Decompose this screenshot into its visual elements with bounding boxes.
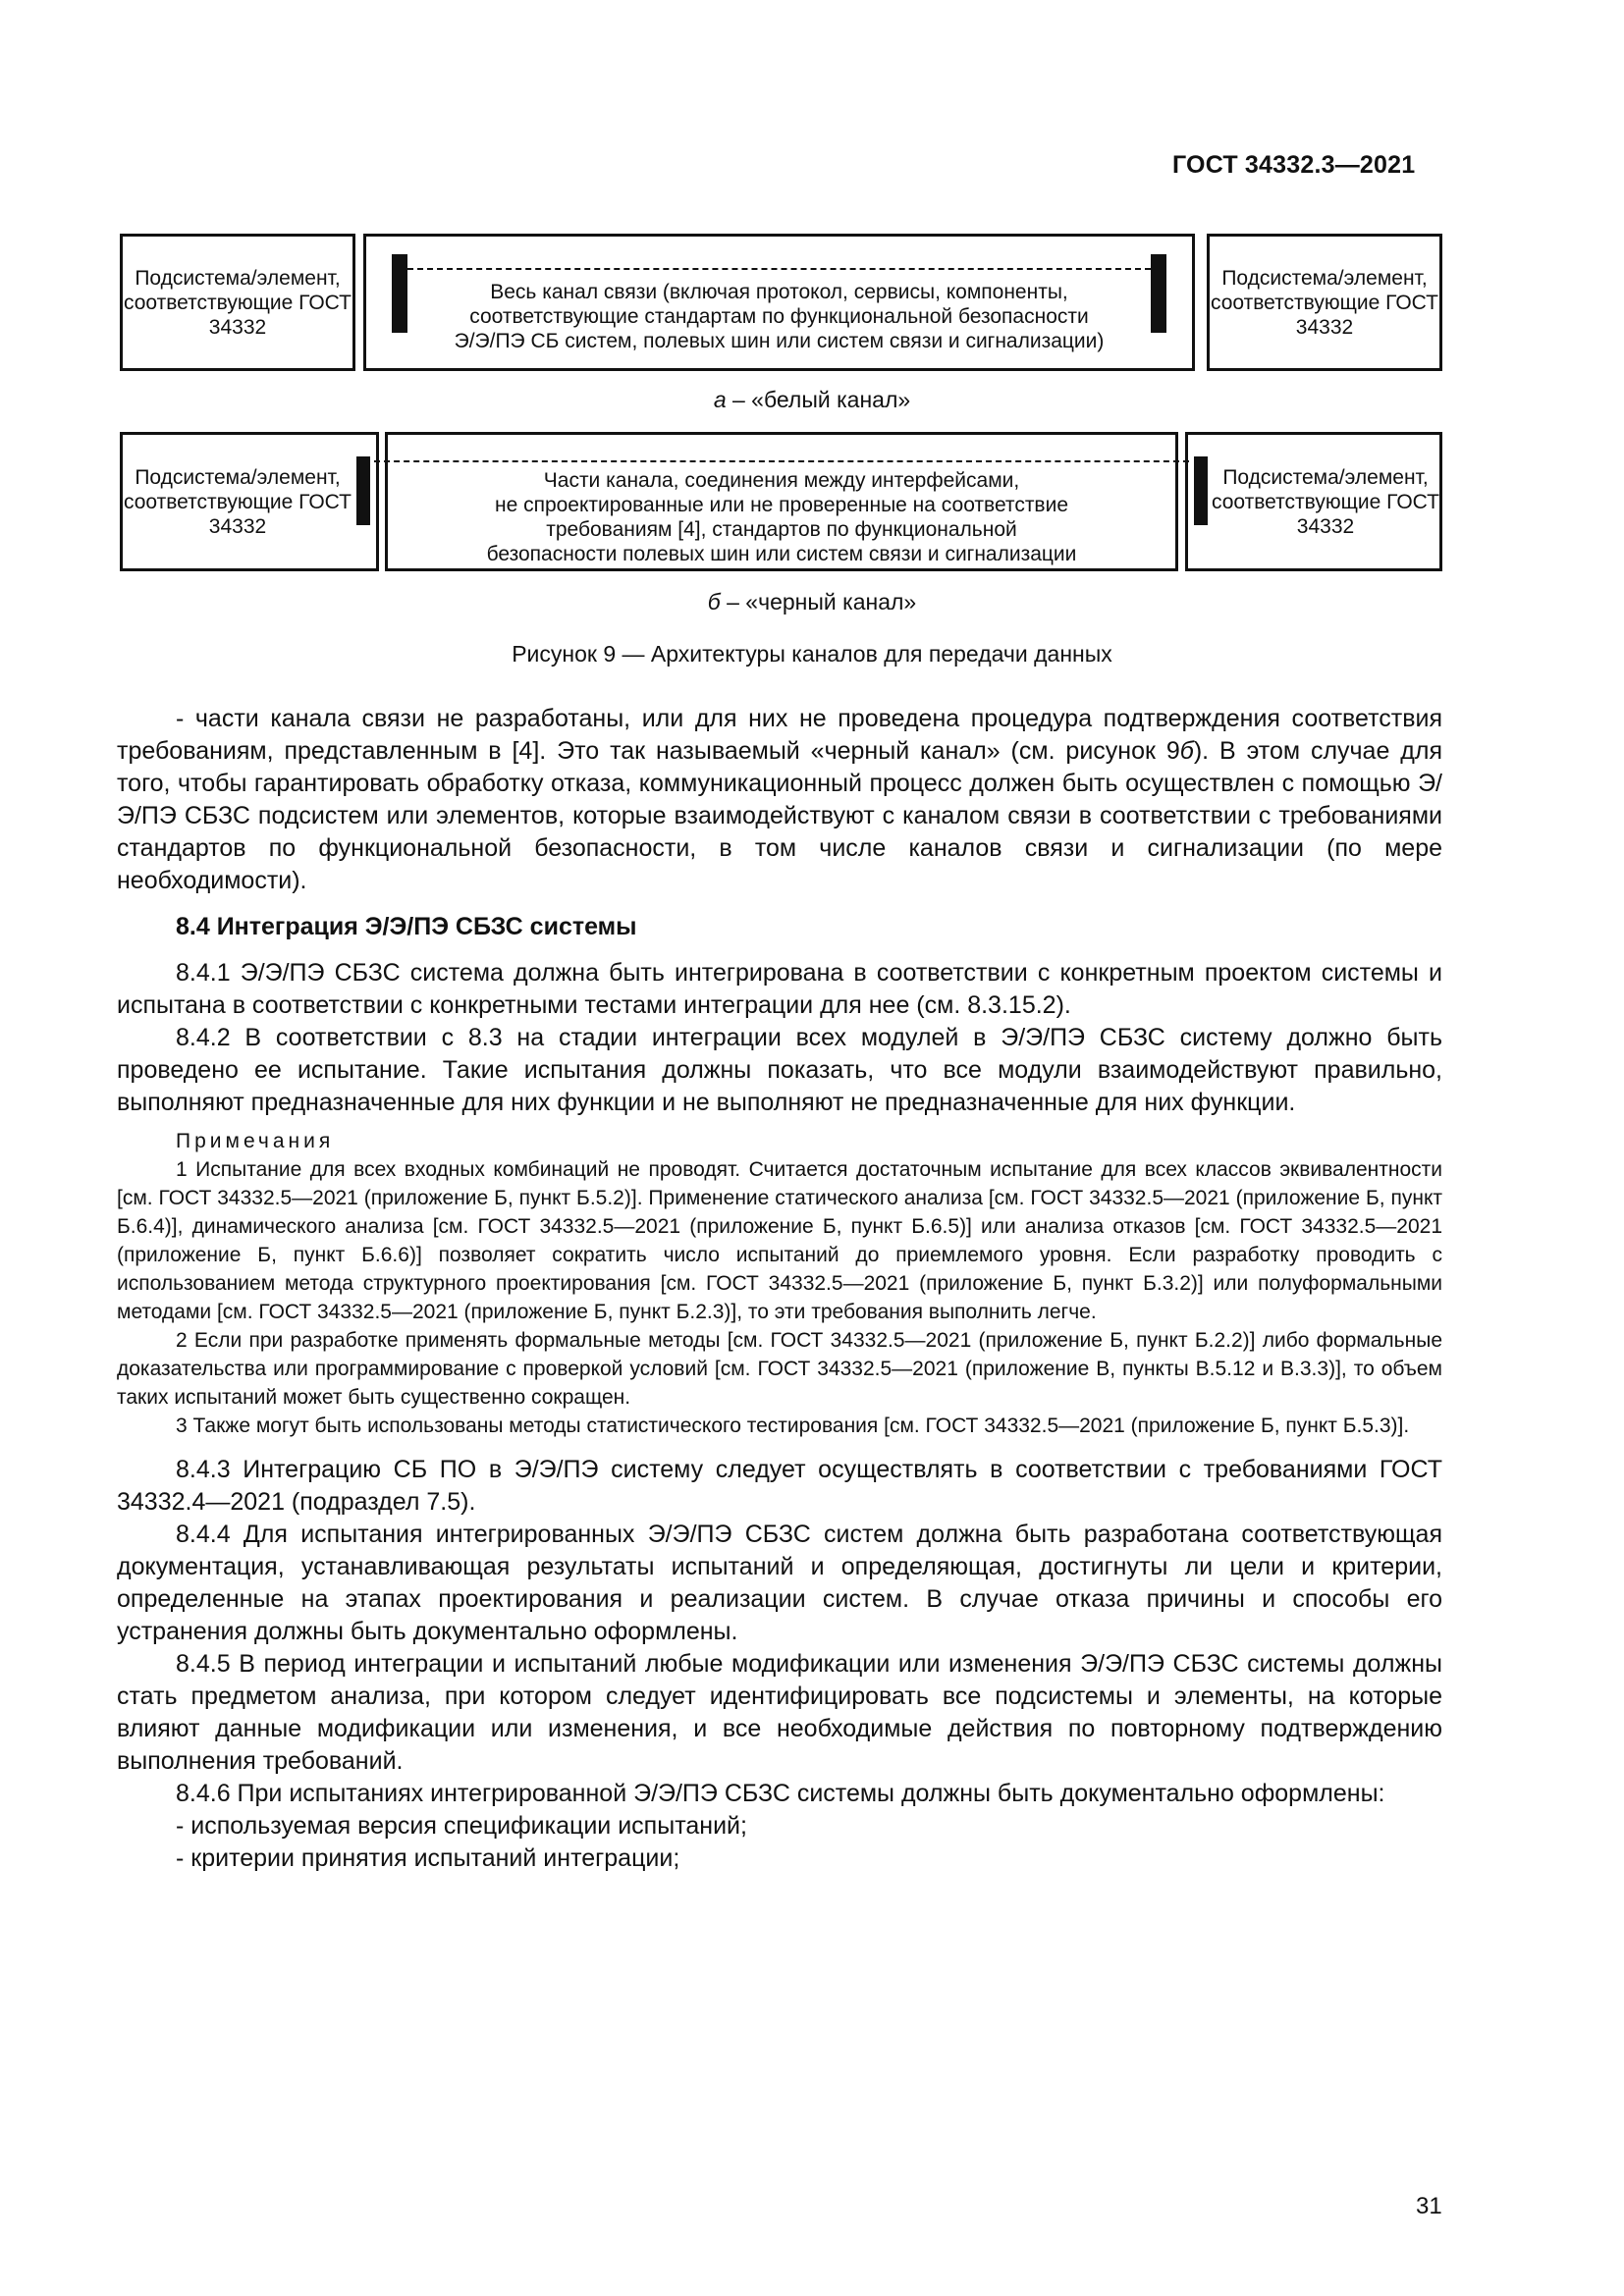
list-item-2: - критерии принятия испытаний интеграции; <box>176 1844 680 1872</box>
paragraph-8-4-6: 8.4.6 При испытаниях интегрированной Э/Э/ПЭ СБЗС системы должны быть документально оформлены: <box>176 1780 1385 1807</box>
figure-a-channel-line-3: Э/Э/ПЭ СБ систем, полевых шин или систем связи и сигнализации) <box>454 330 1105 352</box>
figure-a-left-box <box>120 234 355 371</box>
figure-b-caption <box>0 589 1624 615</box>
paragraph-black-channel-part-2: ). В этом случае для того, чтобы гарантировать обработку отказа, коммуникационный процесс должен быть осуществлен с помощью Э/Э/ПЭ СБЗС подсистем или элементов, которые взаимодействуют с каналом связи в соответствии с требованиями стандартов по функциональной безопасности, в том числе каналов связи и сигнализации (по мере необходимости). <box>117 737 1442 894</box>
figure-b-right-box <box>1185 432 1442 571</box>
body-text <box>117 703 1442 1875</box>
figure-b-caption-text: – «черный канал» <box>720 589 917 614</box>
figure-b-channel-box <box>385 432 1178 571</box>
figure-a-channel-line-1: Весь канал связи (включая протокол, сервисы, компоненты, <box>490 281 1068 303</box>
figure-b-channel-line <box>374 460 1189 462</box>
paragraph-8-4-4: 8.4.4 Для испытания интегрированных Э/Э/ПЭ СБЗС систем должна быть разработана соответствующая документация, устанавливающая результаты испытаний и определяющая, достигнуты ли цели и критерии, определенные на этапах проектирования и реализации систем. В случае отказа причины и способы его устранения должны быть документально оформлены. <box>117 1521 1442 1645</box>
page-number: 31 <box>1416 2193 1442 2219</box>
figure-a-channel-text <box>406 280 1153 353</box>
figure-b-left-box <box>120 432 379 571</box>
figure-b-channel-text <box>427 468 1136 566</box>
figure-b-right-box-label: Подсистема/элемент, соответствующие ГОСТ 34332 <box>1212 465 1439 538</box>
figure-b-channel-line-2: не спроектированные или не проверенные на соответствие <box>494 494 1069 516</box>
figure-b-channel-line-3: требованиям [4], стандартов по функциональной <box>546 518 1017 541</box>
figure-b-channel-line-4: безопасности полевых шин или систем связи и сигнализации <box>486 543 1077 565</box>
list-item-1: - используемая версия спецификации испытаний; <box>176 1812 747 1840</box>
figure-title: Рисунок 9 — Архитектуры каналов для передачи данных <box>512 641 1112 667</box>
standard-header: ГОСТ 34332.3—2021 <box>1172 151 1416 179</box>
figure-a-right-interface-bar <box>1151 254 1166 333</box>
figure-a-left-box-label: Подсистема/элемент, соответствующие ГОСТ 34332 <box>124 266 352 339</box>
figure-b-left-interface-bar <box>356 456 370 525</box>
figure-b-left-box-label: Подсистема/элемент, соответствующие ГОСТ 34332 <box>124 465 352 538</box>
figure-a-caption-letter: а <box>713 387 727 412</box>
figure-a-channel-box <box>363 234 1195 371</box>
figure-b-channel-line-1: Части канала, соединения между интерфейсами, <box>543 469 1020 492</box>
paragraph-black-channel <box>117 703 1442 897</box>
paragraph-8-4-5: 8.4.5 В период интеграции и испытаний любые модификации или изменения Э/Э/ПЭ СБЗС системы должны стать предметом анализа, при котором следует идентифицировать все подсистемы и элементы, на которые влияют данные модификации или изменения, и все необходимые действия по повторному подтверждению выполнения требований. <box>117 1650 1442 1775</box>
note-3: 3 Также могут быть использованы методы статистического тестирования [см. ГОСТ 34332.5—2021 (приложение Б, пункт Б.5.3)]. <box>176 1415 1410 1437</box>
paragraph-8-4-2: 8.4.2 В соответствии с 8.3 на стадии интеграции всех модулей в Э/Э/ПЭ СБЗС систему должно быть проведено ее испытание. Такие испытания должны показать, что все модули взаимодействуют правильно, выполняют предназначенные для них функции и не выполняют не предназначенные для них функции. <box>117 1024 1442 1116</box>
note-1: 1 Испытание для всех входных комбинаций не проводят. Считается достаточным испытание для всех классов эквивалентности [см. ГОСТ 34332.5—2021 (приложение Б, пункт Б.5.2)]. Применение статического анализа [см. ГОСТ 34332.5—2021 (приложение Б, пункт Б.6.4)], динамического анализа [см. ГОСТ 34332.5—2021 (приложение Б, пункт Б.6.5)] или анализа отказов [см. ГОСТ 34332.5—2021 (приложение Б, пункт Б.6.6)] позволяет сократить число испытаний до приемлемого уровня. Если разработку проводить с использованием метода структурного проектирования [см. ГОСТ 34332.5—2021 (приложение Б, пункт Б.3.2)] или полуформальными методами [см. ГОСТ 34332.5—2021 (приложение Б, пункт Б.2.3)], то эти требования выполнить легче. <box>117 1158 1442 1323</box>
figure-a-caption <box>0 387 1624 413</box>
figure-a-right-box-label: Подсистема/элемент, соответствующие ГОСТ 34332 <box>1211 266 1438 339</box>
note-2: 2 Если при разработке применять формальные методы [см. ГОСТ 34332.5—2021 (приложение Б, пункт Б.2.2)] либо формальные доказательства или программирование с проверкой условий [см. ГОСТ 34332.5—2021 (приложение В, пункты В.5.12 и В.3.3)], то объем таких испытаний может быть существенно сокращен. <box>117 1329 1442 1409</box>
paragraph-black-channel-part-1: - части канала связи не разработаны, или для них не проведена процедура подтверждения соответствия требованиям, представленным в [4]. Это так называемый «черный канал» (см. рисунок 9 <box>117 705 1442 765</box>
section-heading: 8.4 Интеграция Э/Э/ПЭ СБЗС системы <box>176 913 637 940</box>
figure-a-channel-line-2: соответствующие стандартам по функциональной безопасности <box>469 305 1089 328</box>
figure-a-channel-line <box>407 268 1151 270</box>
figure-9b-reference: б <box>1179 737 1194 765</box>
figure-a-caption-text: – «белый канал» <box>726 387 911 412</box>
figure-b-right-interface-bar <box>1194 456 1208 525</box>
notes-block <box>117 1127 1442 1440</box>
paragraph-8-4-1: 8.4.1 Э/Э/ПЭ СБЗС система должна быть интегрирована в соответствии с конкретным проектом системы и испытана в соответствии с конкретными тестами интеграции для нее (см. 8.3.15.2). <box>117 959 1442 1019</box>
paragraph-8-4-3: 8.4.3 Интеграцию СБ ПО в Э/Э/ПЭ систему следует осуществлять в соответствии с требованиями ГОСТ 34332.4—2021 (подраздел 7.5). <box>117 1456 1442 1516</box>
figure-a-right-box <box>1207 234 1442 371</box>
figure-b-caption-letter: б <box>707 589 721 614</box>
notes-heading: Примечания <box>176 1130 335 1152</box>
